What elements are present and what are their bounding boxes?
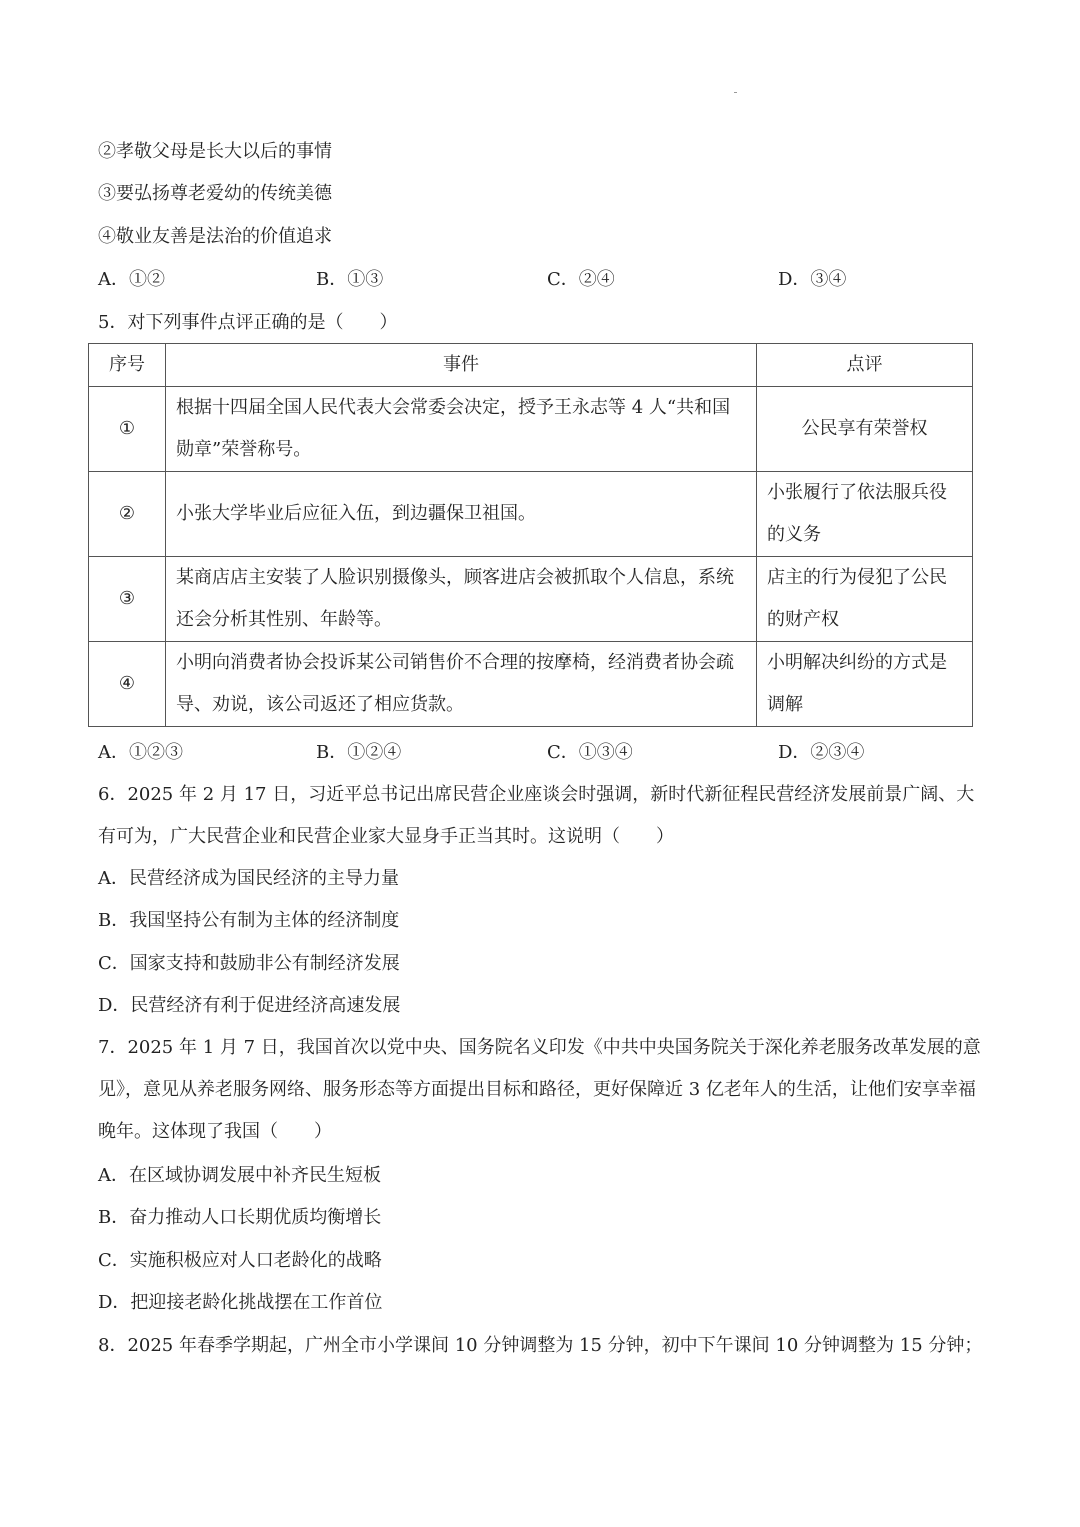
row-event: 小张大学毕业后应征入伍，到边疆保卫祖国。 <box>166 472 757 557</box>
q8-stem: 8．2025 年春季学期起，广州全市小学课间 10 分钟调整为 15 分钟，初中下午课间 10 分钟调整为 15 分钟； <box>98 1335 983 1356</box>
q7-stem: 7．2025 年 1 月 7 日，我国首次以党中央、国务院名义印发《中共中央国务院关于深化养老服务改革发展的意见》，意见从养老服务网络、服务形态等方面提出目标和路径，更好保障近 3 亿老年人的生活，让他们安享幸福晚年。这体现了我国（ ） <box>98 1037 981 1142</box>
table-row <box>89 557 973 642</box>
table-header-row <box>89 344 973 387</box>
row-event: 某商店店主安装了人脸识别摄像头，顾客进店会被抓取个人信息，系统还会分析其性别、年龄等。 <box>166 557 757 642</box>
q5-option-c[interactable]: C．①③④ <box>547 742 633 763</box>
table-row <box>89 642 973 727</box>
row-number: ③ <box>89 557 166 642</box>
q4-option-d[interactable]: D．③④ <box>778 269 847 290</box>
q6-option-c[interactable]: C．国家支持和鼓励非公有制经济发展 <box>98 953 400 974</box>
row-number: ② <box>89 472 166 557</box>
q7-option-d[interactable]: D．把迎接老龄化挑战摆在工作首位 <box>98 1292 383 1313</box>
scan-speck <box>734 92 737 93</box>
q4-options <box>98 268 958 292</box>
row-number: ④ <box>89 642 166 727</box>
row-event: 根据十四届全国人民代表大会常委会决定，授予王永志等 4 人“共和国勋章”荣誉称号。 <box>166 387 757 472</box>
table-row <box>89 387 973 472</box>
q5-stem: 5．对下列事件点评正确的是（ ） <box>98 312 398 333</box>
q6-option-a[interactable]: A．民营经济成为国民经济的主导力量 <box>98 868 399 889</box>
header-event: 事件 <box>166 344 757 387</box>
row-comment: 公民享有荣誉权 <box>757 387 973 472</box>
q7-option-c[interactable]: C．实施积极应对人口老龄化的战略 <box>98 1250 382 1271</box>
row-comment: 店主的行为侵犯了公民的财产权 <box>757 557 973 642</box>
q4-option-b[interactable]: B．①③ <box>316 269 384 290</box>
row-number: ① <box>89 387 166 472</box>
q4-item-3: ③要弘扬尊老爱幼的传统美德 <box>98 183 332 204</box>
row-event: 小明向消费者协会投诉某公司销售价不合理的按摩椅，经消费者协会疏导、劝说，该公司返还了相应货款。 <box>166 642 757 727</box>
header-number: 序号 <box>89 344 166 387</box>
q4-item-2: ②孝敬父母是长大以后的事情 <box>98 141 332 162</box>
table-row <box>89 472 973 557</box>
row-comment: 小张履行了依法服兵役的义务 <box>757 472 973 557</box>
q5-events-table <box>88 343 973 727</box>
q4-item-4: ④敬业友善是法治的价值追求 <box>98 226 332 247</box>
q5-options <box>98 741 958 765</box>
q5-option-a[interactable]: A．①②③ <box>98 742 183 763</box>
q4-option-c[interactable]: C．②④ <box>547 269 615 290</box>
header-comment: 点评 <box>757 344 973 387</box>
row-comment: 小明解决纠纷的方式是调解 <box>757 642 973 727</box>
q7-option-a[interactable]: A．在区域协调发展中补齐民生短板 <box>98 1165 381 1186</box>
q4-option-a[interactable]: A．①② <box>98 269 165 290</box>
q6-option-d[interactable]: D．民营经济有利于促进经济高速发展 <box>98 995 401 1016</box>
q7-option-b[interactable]: B．奋力推动人口长期优质均衡增长 <box>98 1207 382 1228</box>
q5-option-d[interactable]: D．②③④ <box>778 742 865 763</box>
q6-option-b[interactable]: B．我国坚持公有制为主体的经济制度 <box>98 910 400 931</box>
q6-stem: 6．2025 年 2 月 17 日，习近平总书记出席民营企业座谈会时强调，新时代新征程民营经济发展前景广阔、大有可为，广大民营企业和民营企业家大显身手正当其时。这说明（ ） <box>98 784 975 847</box>
q5-option-b[interactable]: B．①②④ <box>316 742 402 763</box>
